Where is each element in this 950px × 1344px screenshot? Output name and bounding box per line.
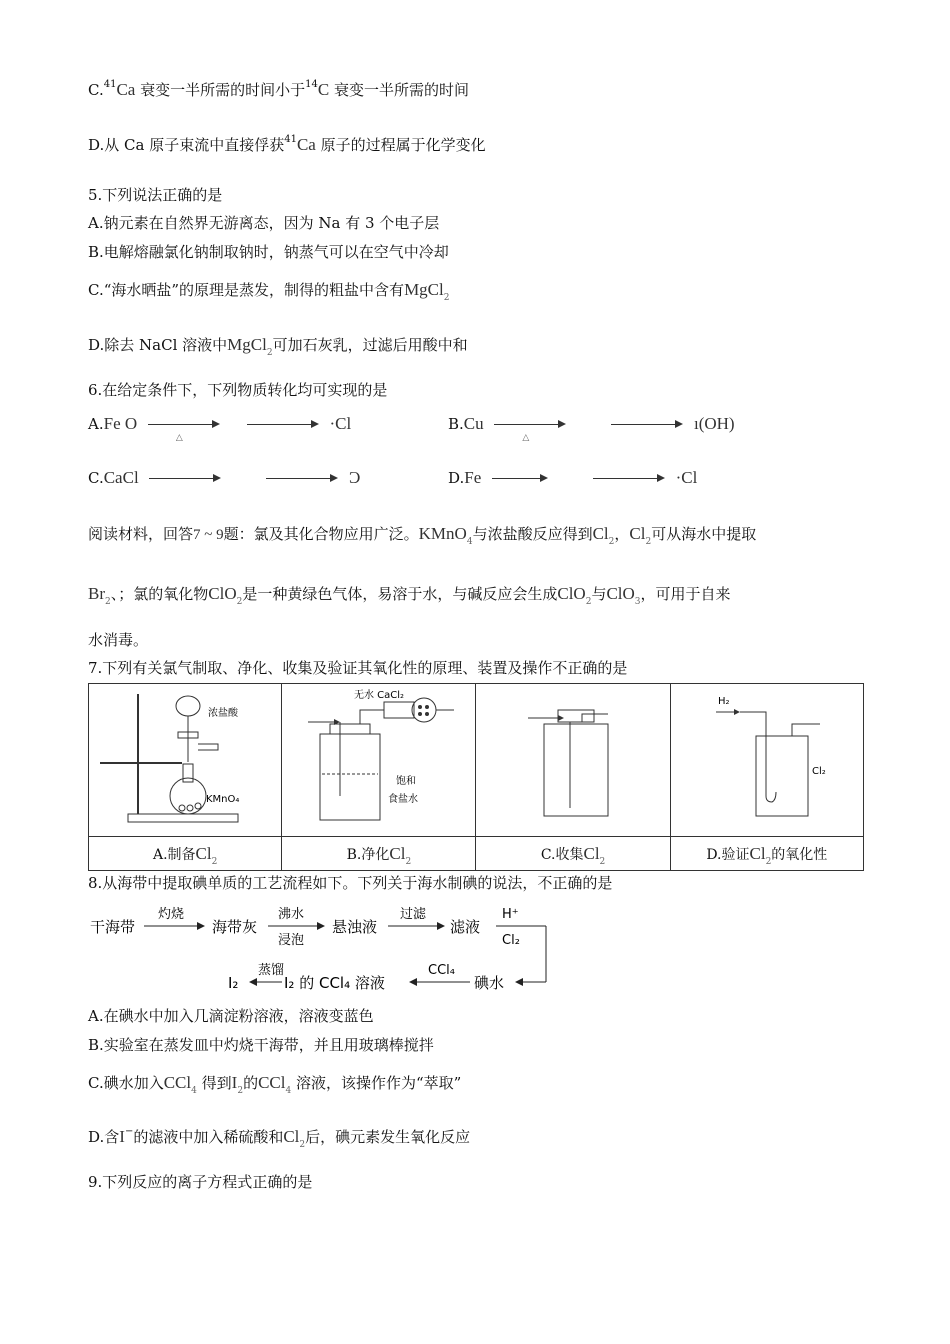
svg-text:滤液: 滤液 (450, 918, 481, 936)
svg-text:悬浊液: 悬浊液 (332, 918, 378, 936)
q6-option-a: A.Fe O △ ·Cl (88, 414, 352, 443)
fig-c-apparatus (476, 684, 670, 837)
q7-caption-d: D.验证$Cl_2$的氧化性 (670, 837, 863, 871)
q7-caption-c: C.收集$Cl_2$ (476, 837, 670, 871)
q8-stem: 8.从海带中提取碘单质的工艺流程如下。下列关于海水制碘的说法，不正确的是 (88, 874, 613, 892)
svg-text:灼烧: 灼烧 (158, 907, 185, 922)
q8-option-a: A.在碘水中加入几滴淀粉溶液，溶液变蓝色 (88, 1007, 374, 1025)
fig-a-apparatus (89, 684, 282, 837)
q7-figure-table (88, 683, 864, 871)
q4-option-d: D.从 Ca 原子束流中直接俘获$^{41}$Ca 原子的过程属于化学变化 (88, 134, 486, 154)
svg-text:干海带: 干海带 (90, 918, 136, 936)
q8-option-b: B.实验室在蒸发皿中灼烧干海带，并且用玻璃棒搅拌 (88, 1036, 434, 1054)
arrow-icon (149, 478, 221, 480)
svg-text:蒸馏: 蒸馏 (258, 963, 285, 978)
q7-caption-b: B.净化$Cl_2$ (282, 837, 476, 871)
svg-text:KMnO₄: KMnO₄ (206, 794, 240, 805)
svg-text:食盐水: 食盐水 (387, 794, 418, 805)
q6-option-b: B.Cu △ ı(OH) (448, 414, 735, 443)
q5-stem: 5.下列说法正确的是 (88, 186, 223, 204)
q6-stem: 6.在给定条件下，下列物质转化均可实现的是 (88, 381, 388, 399)
reading-line-3: 水消毒。 (88, 631, 149, 649)
svg-text:无水 CaCl₂: 无水 CaCl₂ (353, 690, 404, 701)
q5-option-c: C.“海水晒盐”的原理是蒸发，制得的粗盐中含有MgCl$_2$ (88, 280, 450, 303)
arrow-icon (611, 424, 683, 426)
svg-text:CCl₄: CCl₄ (428, 963, 455, 978)
arrow-icon (247, 424, 319, 426)
svg-text:Cl₂: Cl₂ (502, 933, 520, 948)
svg-text:浸泡: 浸泡 (278, 933, 305, 948)
svg-text:H⁺: H⁺ (502, 907, 519, 922)
svg-text:H₂: H₂ (717, 696, 730, 707)
svg-text:I₂ 的 CCl₄ 溶液: I₂ 的 CCl₄ 溶液 (284, 974, 385, 992)
reading-line-1: 阅读材料，回答7 ~ 9题：氯及其化合物应用广泛。KMnO$_4$与浓盐酸反应得到$Cl_2$，$Cl_2$可从海水中提取 (88, 524, 757, 547)
svg-text:过滤: 过滤 (400, 907, 427, 922)
q6-option-d: D.Fe ·Cl (448, 468, 698, 487)
q8-flowchart (88, 898, 558, 996)
q6-option-c: C.CaCl Ͻ (88, 468, 361, 487)
arrow-icon (492, 478, 548, 480)
q8-option-d: D.含I−的滤液中加入稀硫酸和$Cl_2$后，碘元素发生氧化反应 (88, 1126, 471, 1150)
svg-text:浓盐酸: 浓盐酸 (208, 708, 239, 719)
arrow-icon (266, 478, 338, 480)
q9-stem: 9.下列反应的离子方程式正确的是 (88, 1173, 313, 1191)
svg-text:饱和: 饱和 (395, 776, 416, 787)
arrow-icon (593, 478, 665, 480)
q7-caption-a: A.制备$Cl_2$ (89, 837, 282, 871)
q5-option-b: B.电解熔融氯化钠制取钠时，钠蒸气可以在空气中冷却 (88, 243, 449, 261)
fig-d-apparatus (670, 684, 863, 837)
svg-text:I₂: I₂ (228, 974, 239, 992)
q7-stem: 7.下列有关氯气制取、净化、收集及验证其氧化性的原理、装置及操作不正确的是 (88, 659, 628, 677)
arrow-icon: △ (494, 424, 566, 426)
arrow-icon: △ (148, 424, 220, 426)
svg-text:Cl₂: Cl₂ (811, 766, 826, 777)
q5-option-a: A.钠元素在自然界无游离态，因为 Na 有 3 个电子层 (88, 214, 440, 232)
q8-option-c: C.碘水加入CCl$_4$ 得到$I_2$的CCl$_4$ 溶液，该操作作为“萃取” (88, 1073, 462, 1096)
svg-text:碘水: 碘水 (474, 974, 505, 992)
q5-option-d: D.除去 NaCl 溶液中MgCl$_2$可加石灰乳，过滤后用酸中和 (88, 335, 468, 358)
q4-option-c: C.$^{41}$Ca 衰变一半所需的时间小于$^{14}$C 衰变一半所需的时间 (88, 79, 470, 99)
svg-text:沸水: 沸水 (278, 907, 305, 922)
reading-line-2: $Br_2$、；氯的氧化物ClO$_2$是一种黄绿色气体，易溶于水，与碱反应会生成ClO$_2$与ClO$_3$，可用于自来 (88, 584, 731, 607)
fig-b-apparatus (282, 684, 476, 837)
svg-text:海带灰: 海带灰 (212, 918, 258, 936)
